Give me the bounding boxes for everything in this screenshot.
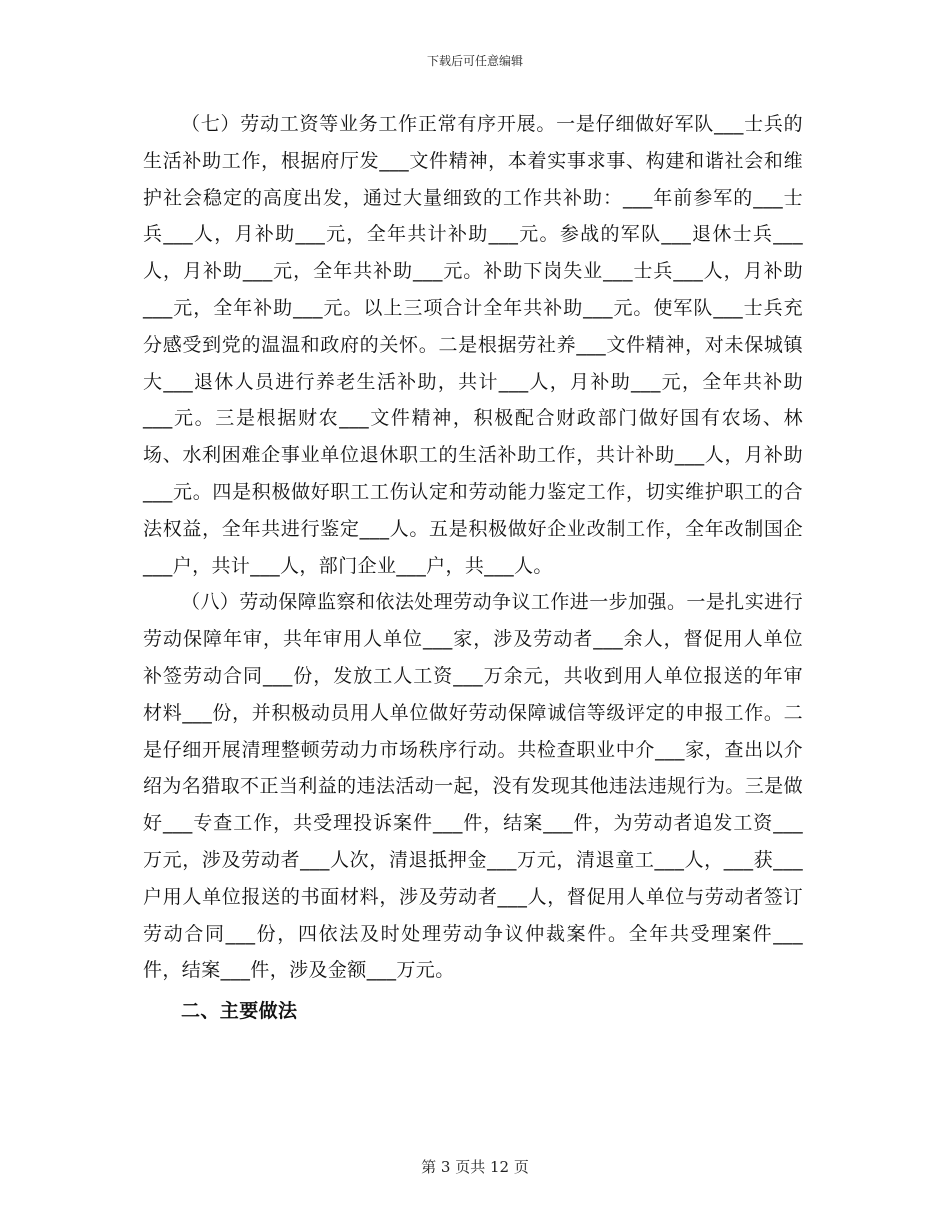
section-heading: 二、主要做法 [181,1000,298,1023]
page-header: 下载后可任意编辑 [426,54,523,68]
document-body [143,106,803,1030]
paragraph-labor-wages: （七）劳动工资等业务工作正常有序开展。一是仔细做好军队___士兵的生活补助工作，根据府厅发___文件精神，本着实事求事、构建和谐社会和维护社会稳定的高度出发，通过大量细致的工作共补助：___年前参军的___士兵___人，月补助___元，全年共计补助___元。参战的军队___退休士兵___人，月补助___元，全年共补助___元。补助下岗失业___士兵___人，月补助___元，全年补助___元。以上三项合计全年共补助___元。使军队___士兵充分感受到党的温温和政府的关怀。二是根据劳社养___文件精神，对未保城镇大___退休人员进行养老生活补助，共计___人，月补助___元，全年共补助___元。三是根据财农___文件精神，积极配合财政部门做好国有农场、林场、水利困难企事业单位退休职工的生活补助工作，共计补助___人，月补助___元。四是积极做好职工工伤认定和劳动能力鉴定工作，切实维护职工的合法权益，全年共进行鉴定___人。五是积极做好企业改制工作，全年改制国企___户，共计___人，部门企业___户，共___人。 [143,113,803,577]
paragraph-labor-supervision: （八）劳动保障监察和依法处理劳动争议工作进一步加强。一是扎实进行劳动保障年审，共年审用人单位___家，涉及劳动者___余人，督促用人单位补签劳动合同___份，发放工人工资___万余元，共收到用人单位报送的年审材料___份，并积极动员用人单位做好劳动保障诚信等级评定的申报工作。二是仔细开展清理整顿劳动力市场秩序行动。共检查职业中介___家，查出以介绍为名猎取不正当利益的违法活动一起，没有发现其他违法违规行为。三是做好___专查工作，共受理投诉案件___件，结案___件，为劳动者追发工资___万元，涉及劳动者___人次，清退抵押金___万元，清退童工___人，___获___户用人单位报送的书面材料，涉及劳动者___人，督促用人单位与劳动者签订劳动合同___份，四依法及时处理劳动争议仲裁案件。全年共受理案件___件，结案___件，涉及金额___万元。 [143,591,803,982]
page-footer: 第 3 页共 12 页 [421,1158,529,1176]
